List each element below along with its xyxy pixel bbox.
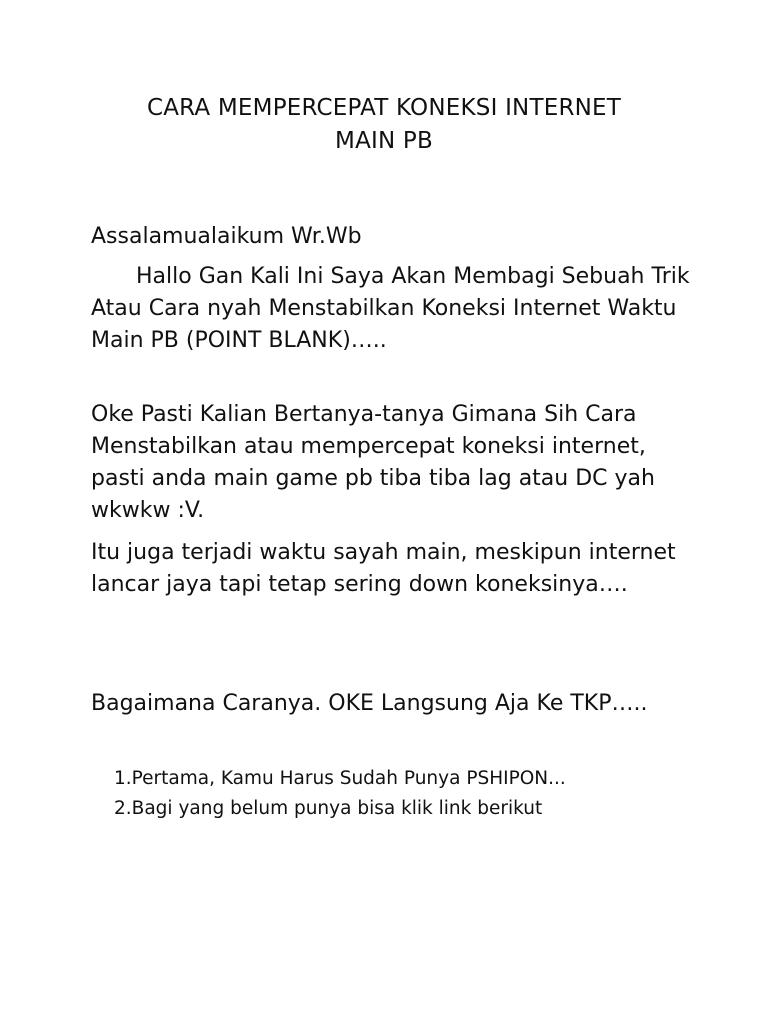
- greeting: Assalamualaikum Wr.Wb: [91, 224, 362, 249]
- list-item: 1.Pertama, Kamu Harus Sudah Punya PSHIPON...: [114, 768, 566, 789]
- paragraph-howto: Bagaimana Caranya. OKE Langsung Aja Ke TKP…..: [91, 691, 648, 716]
- steps-list: [114, 764, 734, 824]
- document-title: [60, 92, 708, 158]
- title-line-2: MAIN PB: [335, 128, 433, 154]
- paragraph-intro-text: Hallo Gan Kali Ini Saya Akan Membagi Sebuah Trik Atau Cara nyah Menstabilkan Koneksi Internet Waktu Main PB (POINT BLANK)…..: [91, 264, 690, 353]
- list-item: 2.Bagi yang belum punya bisa klik link berikut: [114, 798, 543, 819]
- paragraph-question: Oke Pasti Kalian Bertanya-tanya Gimana Sih Cara Menstabilkan atau mempercepat koneksi internet, pasti anda main game pb tiba tiba lag atau DC yah wkwkw :V.: [91, 402, 655, 523]
- paragraph-experience: Itu juga terjadi waktu sayah main, meskipun internet lancar jaya tapi tetap sering down koneksinya….: [91, 540, 676, 597]
- title-line-1: CARA MEMPERCEPAT KONEKSI INTERNET: [146, 95, 622, 121]
- paragraph-intro: [91, 261, 691, 357]
